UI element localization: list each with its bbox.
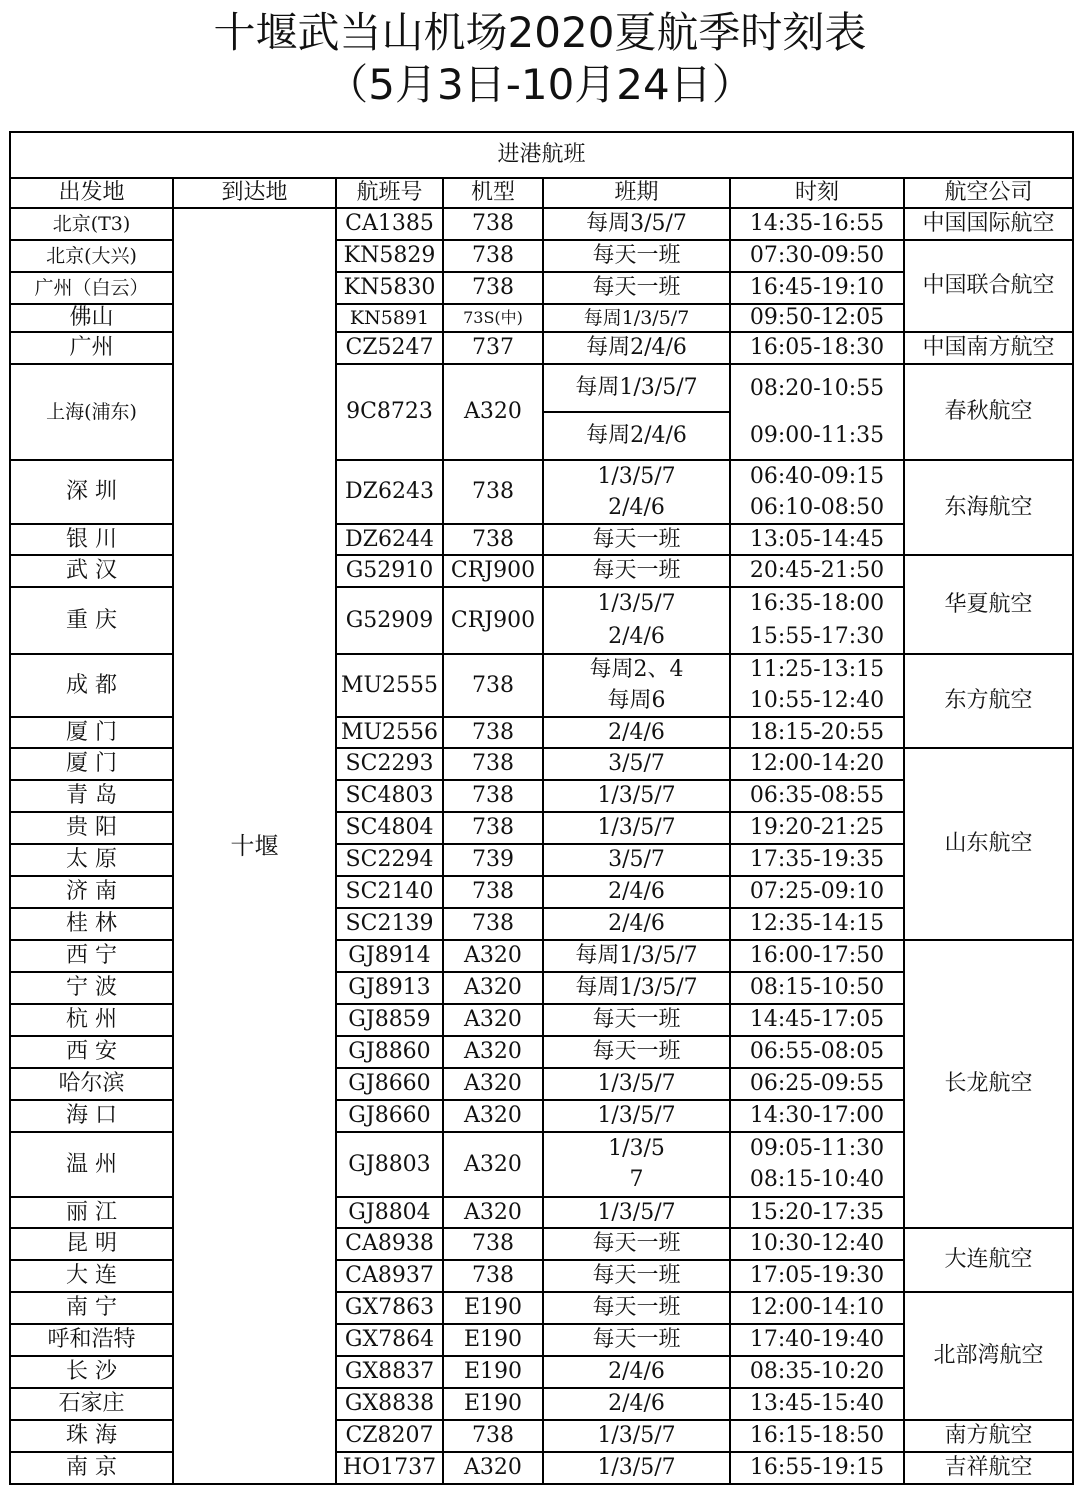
aircraft-cell: 738 bbox=[443, 748, 543, 780]
time-cell: 17:40-19:40 bbox=[730, 1324, 904, 1356]
time-cell: 17:35-19:35 bbox=[730, 844, 904, 876]
flight-cell: GJ8660 bbox=[336, 1100, 443, 1132]
time-cell: 06:55-08:05 bbox=[730, 1036, 904, 1068]
origin-cell: 北京(大兴) bbox=[10, 240, 173, 272]
days-cell-line-2: 2/4/6 bbox=[608, 623, 665, 649]
airline-cell: 华夏航空 bbox=[904, 555, 1073, 654]
days-cell-line-2: 7 bbox=[629, 1167, 644, 1193]
flight-cell: GX8837 bbox=[336, 1356, 443, 1388]
days-cell: 1/3/5/7 bbox=[543, 780, 730, 812]
days-cell: 2/4/6 bbox=[543, 1356, 730, 1388]
origin-cell: 石家庄 bbox=[10, 1388, 173, 1420]
time-cell: 10:30-12:40 bbox=[730, 1228, 904, 1260]
flight-cell: GX7863 bbox=[336, 1292, 443, 1324]
header-airline: 航空公司 bbox=[904, 178, 1073, 208]
time-cell: 08:15-10:50 bbox=[730, 972, 904, 1004]
origin-cell: 重 庆 bbox=[10, 587, 173, 654]
origin-cell: 南 宁 bbox=[10, 1292, 173, 1324]
aircraft-cell: 738 bbox=[443, 460, 543, 524]
aircraft-cell: 738 bbox=[443, 1420, 543, 1452]
aircraft-cell: A320 bbox=[443, 1036, 543, 1068]
days-cell: 每天一班 bbox=[543, 524, 730, 555]
days-cell: 每天一班 bbox=[543, 240, 730, 272]
aircraft-cell: 738 bbox=[443, 717, 543, 748]
airline-cell: 南方航空 bbox=[904, 1420, 1073, 1452]
table-row bbox=[10, 1228, 1073, 1260]
time-cell: 09:50-12:05 bbox=[730, 304, 904, 332]
flight-cell: SC2140 bbox=[336, 876, 443, 908]
flight-cell: G52910 bbox=[336, 555, 443, 587]
section-title: 进港航班 bbox=[10, 132, 1073, 178]
aircraft-cell: 738 bbox=[443, 240, 543, 272]
days-cell bbox=[543, 460, 730, 524]
origin-cell: 青 岛 bbox=[10, 780, 173, 812]
aircraft-cell: 737 bbox=[443, 332, 543, 364]
time-cell-line-2: 06:10-08:50 bbox=[749, 494, 885, 520]
aircraft-cell: E190 bbox=[443, 1292, 543, 1324]
aircraft-cell: A320 bbox=[443, 940, 543, 972]
origin-cell: 贵 阳 bbox=[10, 812, 173, 844]
flight-cell: SC2139 bbox=[336, 908, 443, 940]
days-cell: 3/5/7 bbox=[543, 844, 730, 876]
days-cell: 1/3/5/7 bbox=[543, 1420, 730, 1452]
airline-cell: 东方航空 bbox=[904, 654, 1073, 748]
table-row bbox=[10, 1420, 1073, 1452]
flight-cell: CA8937 bbox=[336, 1260, 443, 1292]
time-cell: 19:20-21:25 bbox=[730, 812, 904, 844]
origin-cell: 南 京 bbox=[10, 1452, 173, 1484]
time-cell: 14:45-17:05 bbox=[730, 1004, 904, 1036]
aircraft-cell: E190 bbox=[443, 1324, 543, 1356]
time-cell: 18:15-20:55 bbox=[730, 717, 904, 748]
aircraft-cell: A320 bbox=[443, 1004, 543, 1036]
origin-cell: 太 原 bbox=[10, 844, 173, 876]
days-cell-line-2: 每周6 bbox=[607, 687, 666, 713]
flight-cell: KN5891 bbox=[336, 304, 443, 332]
time-cell bbox=[730, 1132, 904, 1197]
days-cell: 每周2/4/6 bbox=[543, 332, 730, 364]
flight-cell: SC2294 bbox=[336, 844, 443, 876]
aircraft-cell: 738 bbox=[443, 908, 543, 940]
origin-cell: 杭 州 bbox=[10, 1004, 173, 1036]
flight-cell: SC2293 bbox=[336, 748, 443, 780]
days-cell bbox=[543, 587, 730, 654]
time-cell-line-1: 09:05-11:30 bbox=[749, 1135, 885, 1161]
aircraft-cell: A320 bbox=[443, 1452, 543, 1484]
time-cell: 16:55-19:15 bbox=[730, 1452, 904, 1484]
aircraft-cell: CRJ900 bbox=[443, 555, 543, 587]
origin-cell: 温 州 bbox=[10, 1132, 173, 1197]
origin-cell: 昆 明 bbox=[10, 1228, 173, 1260]
days-cell: 每天一班 bbox=[543, 1036, 730, 1068]
origin-cell: 上海(浦东) bbox=[10, 364, 173, 460]
origin-cell: 厦 门 bbox=[10, 748, 173, 780]
flight-cell: GJ8913 bbox=[336, 972, 443, 1004]
aircraft-cell: A320 bbox=[443, 1197, 543, 1228]
time-cell: 07:25-09:10 bbox=[730, 876, 904, 908]
header-flight: 航班号 bbox=[336, 178, 443, 208]
aircraft-cell: A320 bbox=[443, 1132, 543, 1197]
flight-cell: GJ8914 bbox=[336, 940, 443, 972]
flight-cell: GJ8803 bbox=[336, 1132, 443, 1197]
aircraft-cell: A320 bbox=[443, 972, 543, 1004]
time-cell: 06:25-09:55 bbox=[730, 1068, 904, 1100]
aircraft-cell: A320 bbox=[443, 1068, 543, 1100]
aircraft-cell: 739 bbox=[443, 844, 543, 876]
aircraft-cell: 73S(中) bbox=[443, 304, 543, 332]
origin-cell: 长 沙 bbox=[10, 1356, 173, 1388]
time-cell: 12:00-14:10 bbox=[730, 1292, 904, 1324]
airline-cell: 长龙航空 bbox=[904, 940, 1073, 1228]
days-cell: 每周1/3/5/7 bbox=[543, 940, 730, 972]
days-cell: 每天一班 bbox=[543, 1324, 730, 1356]
days-cell-line-2: 2/4/6 bbox=[608, 494, 665, 520]
days-cell: 1/3/5/7 bbox=[543, 1100, 730, 1132]
flight-cell: KN5829 bbox=[336, 240, 443, 272]
origin-cell: 大 连 bbox=[10, 1260, 173, 1292]
airline-cell: 春秋航空 bbox=[904, 364, 1073, 460]
origin-cell: 丽 江 bbox=[10, 1197, 173, 1228]
time-cell: 07:30-09:50 bbox=[730, 240, 904, 272]
aircraft-cell: 738 bbox=[443, 876, 543, 908]
origin-cell: 宁 波 bbox=[10, 972, 173, 1004]
days-cell: 1/3/5/7 bbox=[543, 812, 730, 844]
days-cell: 每天一班 bbox=[543, 1004, 730, 1036]
table-row bbox=[10, 555, 1073, 587]
time-cell: 06:35-08:55 bbox=[730, 780, 904, 812]
origin-cell: 海 口 bbox=[10, 1100, 173, 1132]
header-origin: 出发地 bbox=[10, 178, 173, 208]
header-destination: 到达地 bbox=[173, 178, 336, 208]
aircraft-cell: 738 bbox=[443, 1228, 543, 1260]
aircraft-cell: 738 bbox=[443, 208, 543, 240]
time-cell: 14:30-17:00 bbox=[730, 1100, 904, 1132]
origin-cell: 北京(T3) bbox=[10, 208, 173, 240]
time-cell: 12:00-14:20 bbox=[730, 748, 904, 780]
table-row bbox=[10, 240, 1073, 272]
destination-cell: 十堰 bbox=[173, 208, 336, 1484]
origin-cell: 桂 林 bbox=[10, 908, 173, 940]
schedule-table bbox=[9, 131, 1074, 1485]
flight-cell: CZ8207 bbox=[336, 1420, 443, 1452]
time-cell: 08:35-10:20 bbox=[730, 1356, 904, 1388]
days-cell: 每天一班 bbox=[543, 272, 730, 304]
days-cell: 每天一班 bbox=[543, 1228, 730, 1260]
aircraft-cell: 738 bbox=[443, 524, 543, 555]
aircraft-cell: E190 bbox=[443, 1388, 543, 1420]
days-cell bbox=[543, 1132, 730, 1197]
origin-cell: 珠 海 bbox=[10, 1420, 173, 1452]
airline-cell: 东海航空 bbox=[904, 460, 1073, 555]
aircraft-cell: A320 bbox=[443, 364, 543, 460]
time-cell: 13:45-15:40 bbox=[730, 1388, 904, 1420]
days-cell: 3/5/7 bbox=[543, 748, 730, 780]
time-cell: 16:45-19:10 bbox=[730, 272, 904, 304]
origin-cell: 广州（白云） bbox=[10, 272, 173, 304]
flight-cell: HO1737 bbox=[336, 1452, 443, 1484]
aircraft-cell: 738 bbox=[443, 1260, 543, 1292]
time-cell: 12:35-14:15 bbox=[730, 908, 904, 940]
aircraft-cell: A320 bbox=[443, 1100, 543, 1132]
days-cell: 2/4/6 bbox=[543, 1388, 730, 1420]
airline-cell: 中国南方航空 bbox=[904, 332, 1073, 364]
flight-cell: 9C8723 bbox=[336, 364, 443, 460]
days-cell-line-1: 每周2、4 bbox=[589, 657, 684, 683]
time-cell-line-1: 06:40-09:15 bbox=[749, 463, 885, 489]
days-cell: 1/3/5/7 bbox=[543, 1452, 730, 1484]
airline-cell: 北部湾航空 bbox=[904, 1292, 1073, 1420]
origin-cell: 深 圳 bbox=[10, 460, 173, 524]
time-cell-line-2: 08:15-10:40 bbox=[749, 1167, 885, 1193]
days-cell-line-1: 1/3/5/7 bbox=[597, 463, 676, 489]
origin-cell: 厦 门 bbox=[10, 717, 173, 748]
time-cell bbox=[730, 460, 904, 524]
aircraft-cell: 738 bbox=[443, 780, 543, 812]
time-cell-line-1: 16:35-18:00 bbox=[749, 591, 885, 617]
flight-cell: DZ6243 bbox=[336, 460, 443, 524]
days-cell-line-1: 1/3/5 bbox=[608, 1135, 665, 1161]
days-cell bbox=[543, 654, 730, 717]
origin-cell: 佛山 bbox=[10, 304, 173, 332]
days-cell: 每天一班 bbox=[543, 1260, 730, 1292]
table-row bbox=[10, 1292, 1073, 1324]
time-cell: 16:05-18:30 bbox=[730, 332, 904, 364]
time-cell bbox=[730, 364, 904, 460]
table-row bbox=[10, 460, 1073, 524]
table-row bbox=[10, 208, 1073, 240]
flight-cell: GJ8804 bbox=[336, 1197, 443, 1228]
airline-cell: 山东航空 bbox=[904, 748, 1073, 940]
origin-cell: 哈尔滨 bbox=[10, 1068, 173, 1100]
days-cell: 每周1/3/5/7 bbox=[543, 972, 730, 1004]
flight-cell: MU2555 bbox=[336, 654, 443, 717]
time-cell-line-2: 15:55-17:30 bbox=[749, 623, 885, 649]
days-cell: 每天一班 bbox=[543, 555, 730, 587]
table-row bbox=[10, 1452, 1073, 1484]
page-title: 十堰武当山机场2020夏航季时刻表 bbox=[213, 8, 867, 57]
flight-cell: GJ8859 bbox=[336, 1004, 443, 1036]
flight-cell: SC4804 bbox=[336, 812, 443, 844]
days-cell: 2/4/6 bbox=[543, 717, 730, 748]
origin-cell: 呼和浩特 bbox=[10, 1324, 173, 1356]
table-row bbox=[10, 940, 1073, 972]
origin-cell: 西 安 bbox=[10, 1036, 173, 1068]
airline-cell: 中国国际航空 bbox=[904, 208, 1073, 240]
time-cell: 16:15-18:50 bbox=[730, 1420, 904, 1452]
origin-cell: 西 宁 bbox=[10, 940, 173, 972]
days-cell: 每天一班 bbox=[543, 1292, 730, 1324]
flight-cell: CA1385 bbox=[336, 208, 443, 240]
aircraft-cell: E190 bbox=[443, 1356, 543, 1388]
days-cell: 2/4/6 bbox=[543, 876, 730, 908]
time-cell: 13:05-14:45 bbox=[730, 524, 904, 555]
header-aircraft: 机型 bbox=[443, 178, 543, 208]
page-subtitle: （5月3日-10月24日） bbox=[326, 60, 754, 109]
flight-cell: GJ8860 bbox=[336, 1036, 443, 1068]
days-cell: 2/4/6 bbox=[543, 908, 730, 940]
time-cell-line-1: 11:25-13:15 bbox=[749, 657, 885, 683]
time-cell-line-2: 10:55-12:40 bbox=[749, 687, 885, 713]
time-cell: 16:00-17:50 bbox=[730, 940, 904, 972]
flight-cell: KN5830 bbox=[336, 272, 443, 304]
days-cell-line-1: 1/3/5/7 bbox=[597, 591, 676, 617]
days-cell: 每周3/5/7 bbox=[543, 208, 730, 240]
flight-cell: DZ6244 bbox=[336, 524, 443, 555]
header-time: 时刻 bbox=[730, 178, 904, 208]
header-days: 班期 bbox=[543, 178, 730, 208]
flight-cell: GX8838 bbox=[336, 1388, 443, 1420]
origin-cell: 武 汉 bbox=[10, 555, 173, 587]
flight-cell: GX7864 bbox=[336, 1324, 443, 1356]
origin-cell: 成 都 bbox=[10, 654, 173, 717]
airline-cell: 大连航空 bbox=[904, 1228, 1073, 1292]
time-cell: 20:45-21:50 bbox=[730, 555, 904, 587]
time-cell: 17:05-19:30 bbox=[730, 1260, 904, 1292]
airline-cell: 吉祥航空 bbox=[904, 1452, 1073, 1484]
flight-cell: GJ8660 bbox=[336, 1068, 443, 1100]
flight-cell: CZ5247 bbox=[336, 332, 443, 364]
days-cell-line-2: 每周2/4/6 bbox=[544, 411, 729, 459]
table-row bbox=[10, 748, 1073, 780]
time-cell-line-1: 08:20-10:55 bbox=[749, 375, 885, 401]
flight-cell: G52909 bbox=[336, 587, 443, 654]
flight-cell: CA8938 bbox=[336, 1228, 443, 1260]
aircraft-cell: CRJ900 bbox=[443, 587, 543, 654]
days-cell: 1/3/5/7 bbox=[543, 1197, 730, 1228]
time-cell bbox=[730, 587, 904, 654]
origin-cell: 济 南 bbox=[10, 876, 173, 908]
flight-cell: SC4803 bbox=[336, 780, 443, 812]
table-row bbox=[10, 332, 1073, 364]
table-row bbox=[10, 364, 1073, 460]
origin-cell: 银 川 bbox=[10, 524, 173, 555]
time-cell-line-2: 09:00-11:35 bbox=[749, 422, 885, 448]
aircraft-cell: 738 bbox=[443, 812, 543, 844]
aircraft-cell: 738 bbox=[443, 272, 543, 304]
origin-cell: 广州 bbox=[10, 332, 173, 364]
airline-cell: 中国联合航空 bbox=[904, 240, 1073, 332]
days-cell-line-1: 每周1/3/5/7 bbox=[575, 375, 698, 400]
days-cell bbox=[543, 364, 730, 460]
time-cell bbox=[730, 654, 904, 717]
days-cell: 1/3/5/7 bbox=[543, 1068, 730, 1100]
time-cell: 14:35-16:55 bbox=[730, 208, 904, 240]
flight-cell: MU2556 bbox=[336, 717, 443, 748]
table-row bbox=[10, 654, 1073, 717]
days-cell: 每周1/3/5/7 bbox=[543, 304, 730, 332]
aircraft-cell: 738 bbox=[443, 654, 543, 717]
time-cell: 15:20-17:35 bbox=[730, 1197, 904, 1228]
